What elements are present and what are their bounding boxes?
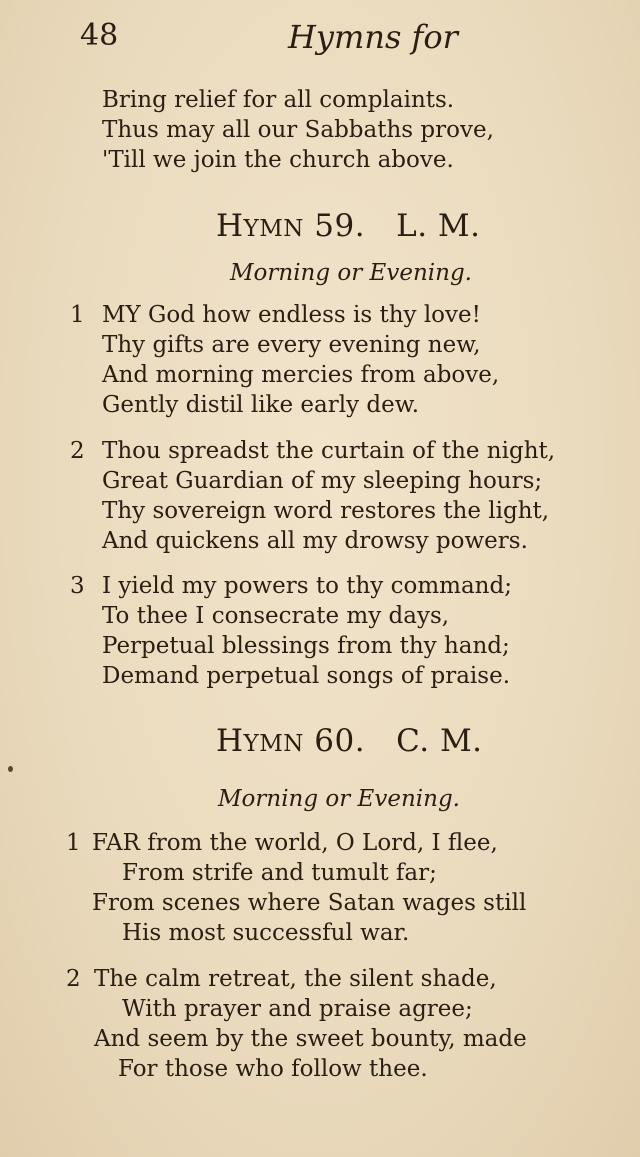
verse-line: FAR from the world, O Lord, I flee, (92, 830, 498, 856)
verse-line: Great Guardian of my sleeping hours; (102, 468, 543, 494)
verse-line: From scenes where Satan wages still (92, 890, 527, 916)
verse-line: MY God how endless is thy love! (102, 302, 481, 328)
running-title: Hymns for (288, 18, 458, 56)
stanza-number: 1 (70, 302, 85, 328)
stanza-number: 2 (66, 966, 81, 992)
carryover-line: Thus may all our Sabbaths prove, (102, 117, 494, 143)
verse-line: For those who follow thee. (118, 1056, 428, 1082)
verse-line: His most successful war. (122, 920, 410, 946)
verse-line: And quickens all my drowsy powers. (102, 528, 528, 554)
carryover-line: Bring relief for all complaints. (102, 87, 455, 113)
hymn-subtitle: Morning or Evening. (230, 260, 472, 286)
verse-line: Thou spreadst the curtain of the night, (102, 438, 556, 464)
hymn-title: HYMN 60. C. M. (216, 723, 483, 759)
verse-line: Demand perpetual songs of praise. (102, 663, 511, 689)
page-header (0, 18, 640, 62)
verse-line: The calm retreat, the silent shade, (94, 966, 497, 992)
verse-line: And seem by the sweet bounty, made (94, 1026, 527, 1052)
verse-line: Gently distil like early dew. (102, 392, 420, 418)
verse-line: Thy gifts are every evening new, (102, 332, 481, 358)
stanza-number: 2 (70, 438, 85, 464)
paper-speck (8, 766, 13, 772)
hymn-subtitle: Morning or Evening. (218, 786, 460, 812)
hymn-title: HYMN 59. L. M. (216, 208, 481, 244)
verse-line: With prayer and praise agree; (122, 996, 473, 1022)
page-number: 48 (80, 18, 119, 53)
verse-line: To thee I consecrate my days, (102, 603, 450, 629)
verse-line: Thy sovereign word restores the light, (102, 498, 550, 524)
verse-line: From strife and tumult far; (122, 860, 437, 886)
verse-line: I yield my powers to thy command; (102, 573, 512, 599)
carryover-line: 'Till we join the church above. (102, 147, 454, 173)
verse-line: And morning mercies from above, (102, 362, 500, 388)
verse-line: Perpetual blessings from thy hand; (102, 633, 510, 659)
stanza-number: 1 (66, 830, 81, 856)
stanza-number: 3 (70, 573, 85, 599)
